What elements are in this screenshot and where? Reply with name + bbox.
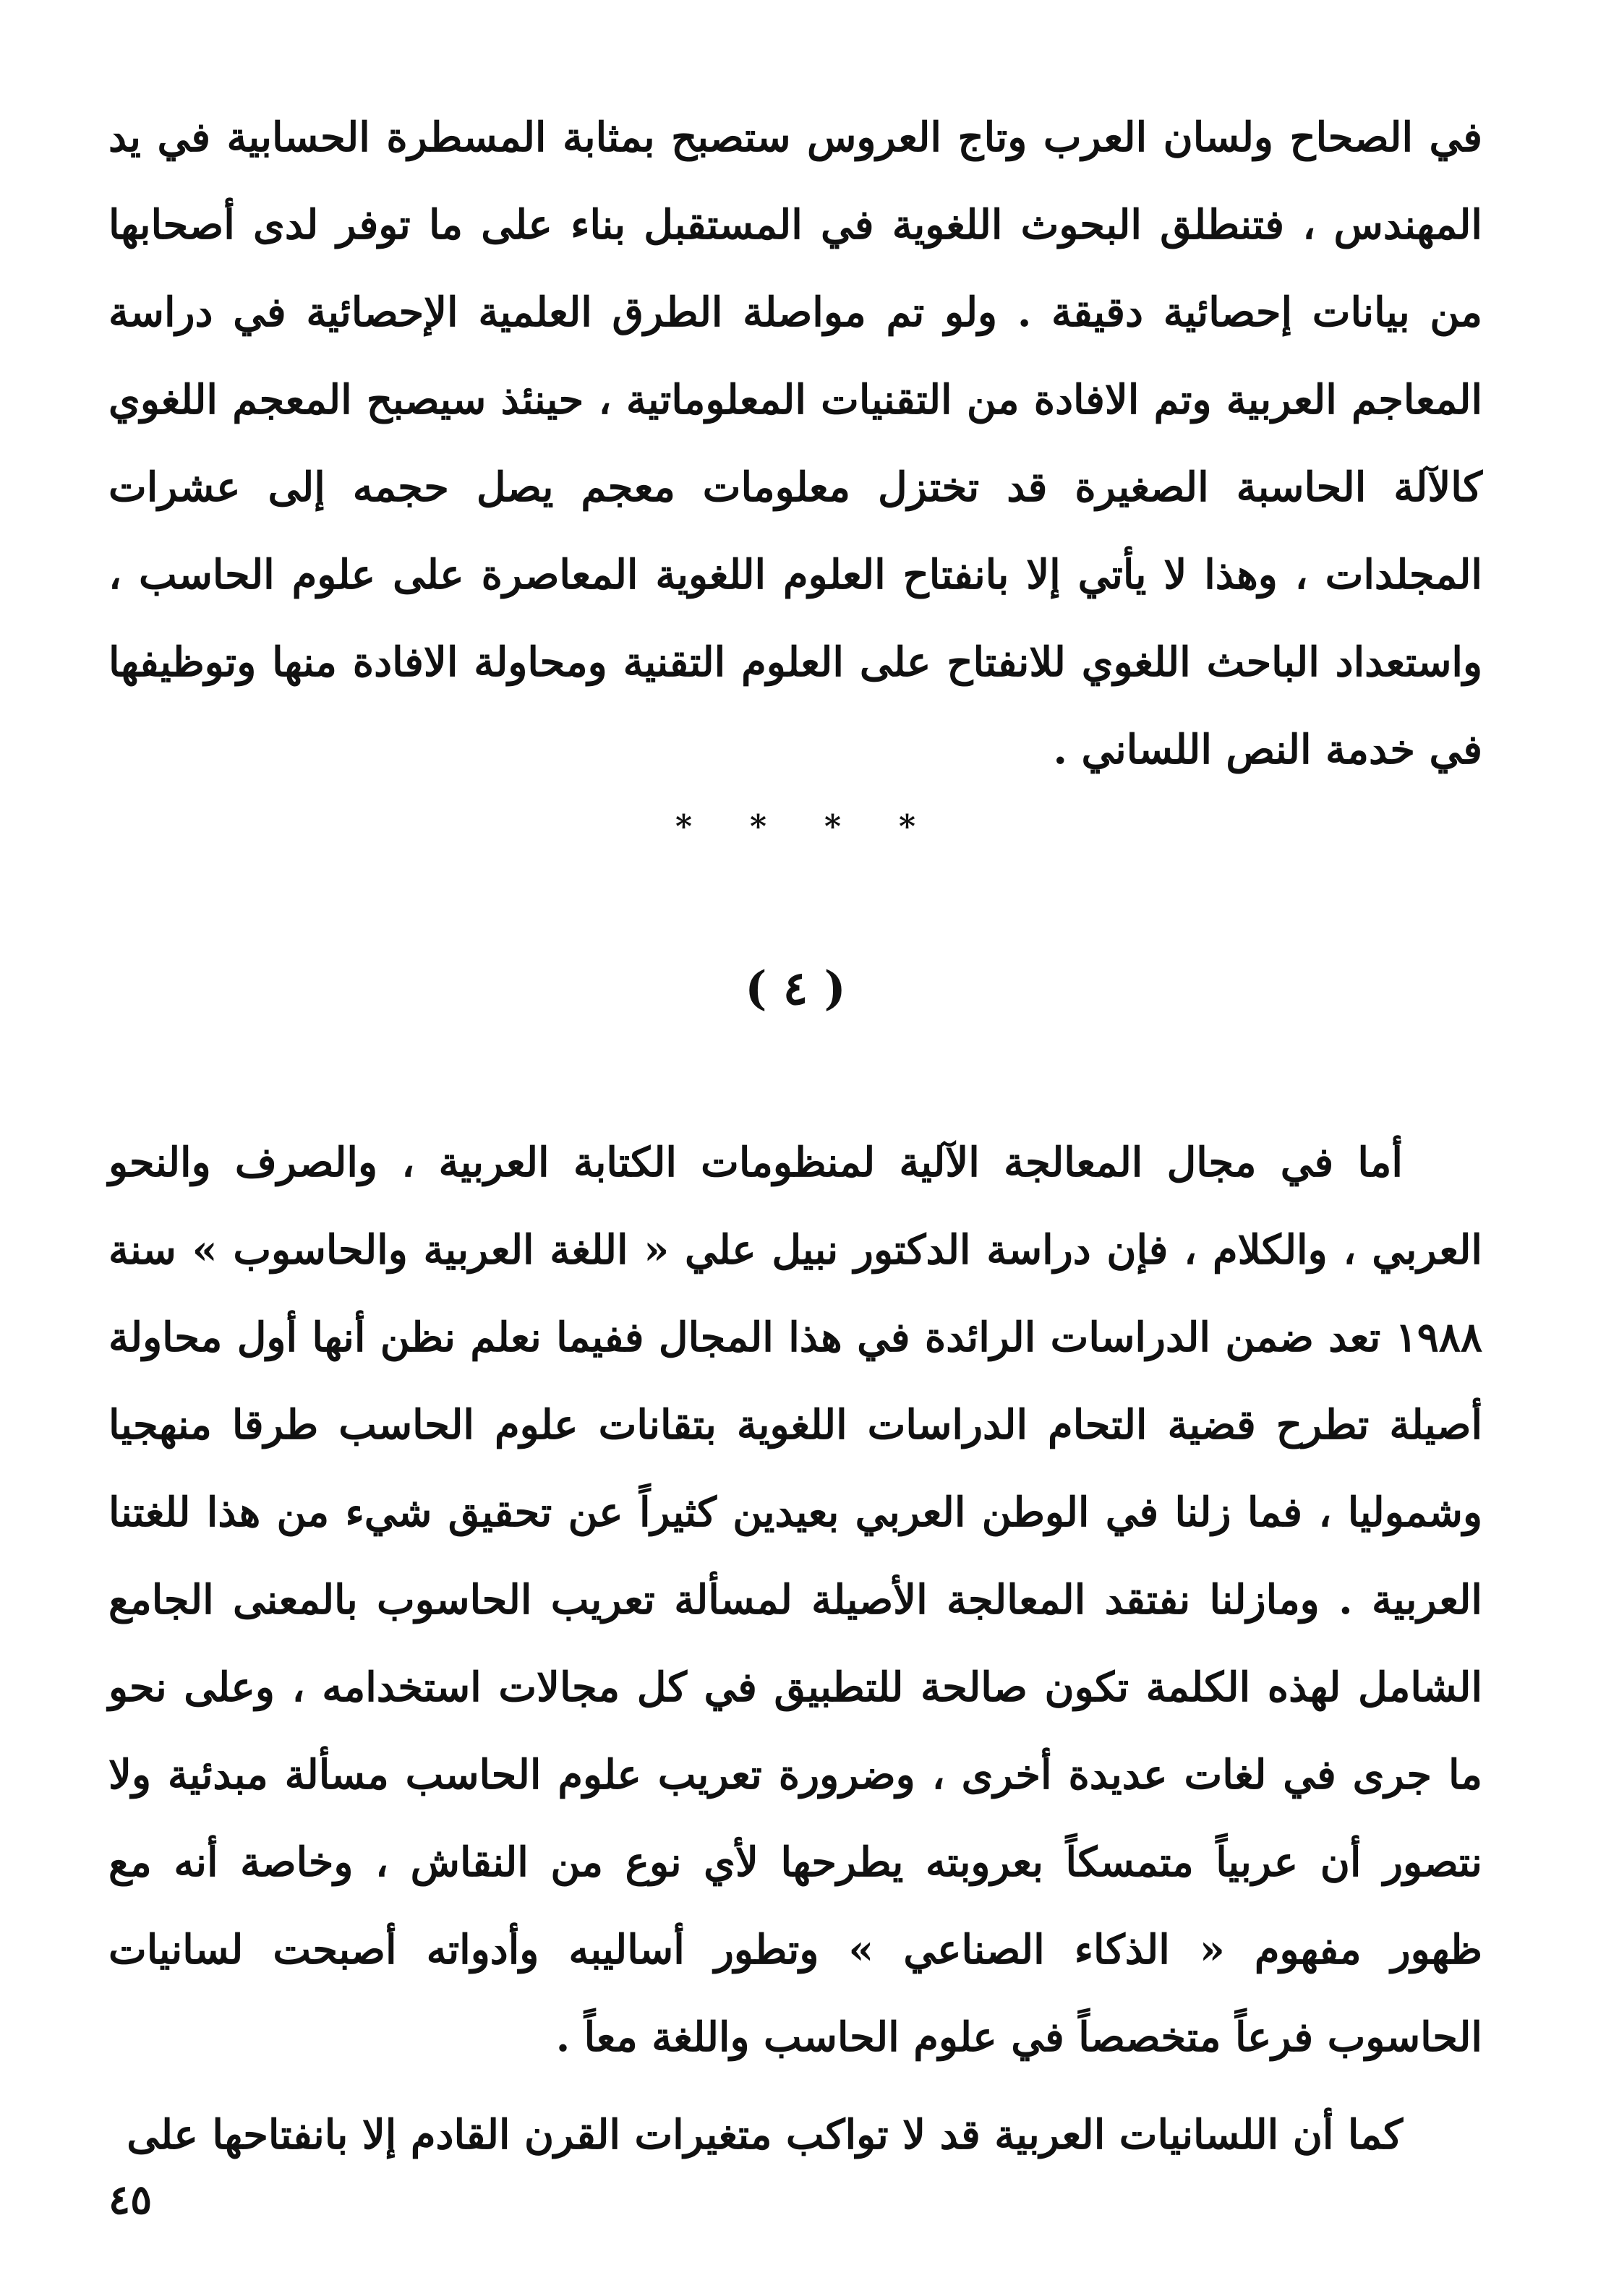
paragraph-gap [108,2081,1482,2091]
paragraph-intro: في الصحاح ولسان العرب وتاج العروس ستصبح بمثابة المسطرة الحسابية في يد المهندس ، فتنطلق البحوث اللغوية في المستقبل بناء على ما توفر لدى أصحابها من بيانات إحصائية دقيقة . ولو تم مواصلة الطرق العلمية الإحصائية في دراسة المعاجم العربية وتم الافادة من التقنيات المعلوماتية ، حينئذ سيصبح المعجم اللغوي كالآلة الحاسبة الصغيرة قد تختزل معلومات معجم يصل حجمه إلى عشرات المجلدات ، وهذا لا يأتي إلا بانفتاح العلوم اللغوية المعاصرة على علوم الحاسب ، واستعداد الباحث اللغوي للانفتاح على العلوم التقنية ومحاولة الافادة منها وتوظيفها في خدمة النص اللساني . [108,113,1482,774]
separator-star: * [899,808,916,845]
paragraph-section4-second: كما أن اللسانيات العربية قد لا تواكب متغيرات القرن القادم إلا بانفتاحها على [127,2111,1403,2159]
page-number: ٤٥ [108,2176,153,2224]
section-separator [108,794,1482,895]
page-body [108,94,1482,2234]
section-spacer [108,1032,1482,1119]
section-number: ( ٤ ) [745,961,846,1016]
paragraph-section4-first: أما في مجال المعالجة الآلية لمنظومات الكتابة العربية ، والصرف والنحو العربي ، والكلام ، فإن دراسة الدكتور نبيل علي « اللغة العربية والحاسوب » سنة ١٩٨٨ تعد ضمن الدراسات الرائدة في هذا المجال ففيما نعلم نظن أنها أول محاولة أصيلة تطرح قضية التحام الدراسات اللغوية بتقانات علوم الحاسب طرقا منهجيا وشموليا ، فما زلنا في الوطن العربي بعيدين كثيراً عن تحقيق شيء من هذا للغتنا العربية . ومازلنا نفتقد المعالجة الأصيلة لمسألة تعريب الحاسوب بالمعنى الجامع الشامل لهذه الكلمة تكون صالحة للتطبيق في كل مجالات استخدامه ، وعلى نحو ما جرى في لغات عديدة أخرى ، وضرورة تعريب علوم الحاسب مسألة مبدئية ولا نتصور أن عربياً متمسكاً بعروبته يطرحها لأي نوع من النقاش ، وخاصة أنه مع ظهور مفهوم « الذكاء الصناعي » وتطور أساليبه وأدواته أصبحت لسانيات الحاسوب فرعاً متخصصاً في علوم الحاسب واللغة معاً . [108,1139,1482,2061]
separator-star: * [749,808,766,845]
separator-star: * [824,808,842,845]
separator-star: * [675,808,692,845]
